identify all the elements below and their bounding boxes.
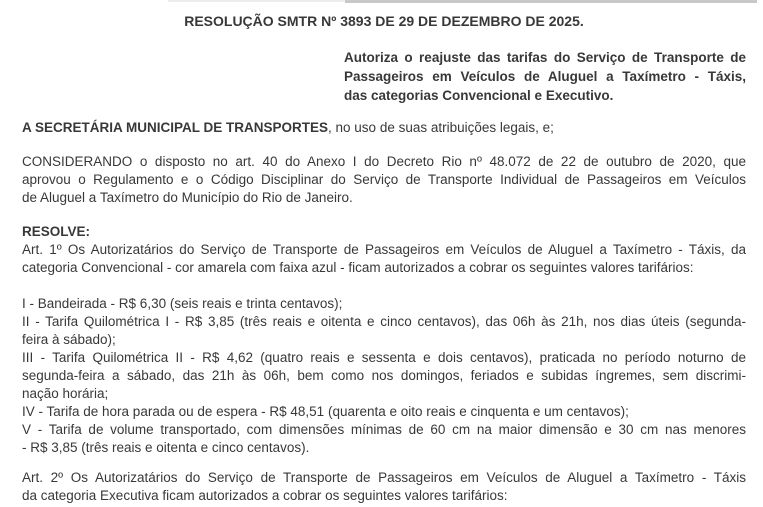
text-line: Art. 1º Os Autorizatários do Serviço de Transporte de Passageiros em Veículos de Aluguel a Taxímetro - Táxis, da bbox=[22, 242, 746, 257]
article-2-caput bbox=[22, 469, 746, 505]
text-line: V - Tarifa de volume transportado, com dimensões mínimas de 60 cm na maior dimensão e 30 cm nas menores bbox=[22, 422, 746, 437]
tariff-item-4 bbox=[22, 403, 746, 421]
text-line: Autoriza o reajuste das tarifas do Serviço de Transporte de bbox=[344, 50, 746, 65]
window-edge-strip bbox=[345, 0, 757, 3]
text-line: Passageiros em Veículos de Aluguel a Taxímetro - Táxis, bbox=[344, 69, 746, 84]
text-line: categoria Convencional - cor amarela com faixa azul - ficam autorizados a cobrar os seguintes valores tarifários: bbox=[22, 260, 694, 275]
text-line: feira à sábado); bbox=[22, 332, 116, 347]
tariff-item-1 bbox=[22, 295, 746, 313]
tariff-item-2 bbox=[22, 313, 746, 349]
summary-ementa bbox=[344, 48, 746, 105]
preamble-continuation: , no uso de suas atribuições legais, e; bbox=[328, 120, 554, 135]
text-line: I - Bandeirada - R$ 6,30 (seis reais e trinta centavos); bbox=[22, 296, 343, 311]
tariff-item-5 bbox=[22, 421, 746, 457]
text-line: aprovou o Regulamento e o Código Disciplinar do Serviço de Transporte Individual de Passageiros em Veículos bbox=[22, 172, 746, 187]
text-line: nação horária; bbox=[22, 386, 109, 401]
text-line: - R$ 3,85 (três reais e oitenta e cinco centavos). bbox=[22, 440, 310, 455]
considerando-clause bbox=[22, 153, 746, 207]
text-line: III - Tarifa Quilométrica II - R$ 4,62 (quatro reais e sessenta e dois centavos), praticada no período noturno de bbox=[22, 350, 746, 365]
issuing-authority: A SECRETÁRIA MUNICIPAL DE TRANSPORTES bbox=[22, 120, 329, 135]
text-line: segunda-feira a sábado, das 21h às 06h, bem como nos domingos, feriados e subidas íngremes, sem discrimi- bbox=[22, 368, 746, 383]
tariff-list bbox=[22, 295, 746, 457]
text-line: II - Tarifa Quilométrica I - R$ 3,85 (três reais e oitenta e cinco centavos), das 06h às 21h, nos dias úteis (segunda- bbox=[22, 314, 746, 329]
resolution-title: RESOLUÇÃO SMTR Nº 3893 DE 29 DE DEZEMBRO DE 2025. bbox=[184, 13, 584, 29]
text-line: da categoria Executiva ficam autorizados a cobrar os seguintes valores tarifários: bbox=[22, 488, 508, 503]
text-line: Art. 2º Os Autorizatários do Serviço de Transporte de Passageiros em Veículos de Aluguel a Taxímetro - Táxis bbox=[22, 470, 746, 485]
tariff-item-3 bbox=[22, 349, 746, 403]
text-line: IV - Tarifa de hora parada ou de espera - R$ 48,51 (quarenta e oito reais e cinquenta e um centavos); bbox=[22, 404, 629, 419]
resolve-heading: RESOLVE: bbox=[22, 224, 91, 239]
window-edge-strip-faint bbox=[168, 0, 345, 2]
text-line: CONSIDERANDO o disposto no art. 40 do Anexo I do Decreto Rio nº 48.072 de 22 de outubro de 2020, que bbox=[22, 154, 746, 169]
preamble-text bbox=[22, 119, 746, 137]
text-line: de Aluguel a Taxímetro do Município do Rio de Janeiro. bbox=[22, 190, 353, 205]
article-1-caput bbox=[22, 241, 746, 277]
text-line: das categorias Convencional e Executivo. bbox=[344, 88, 614, 103]
